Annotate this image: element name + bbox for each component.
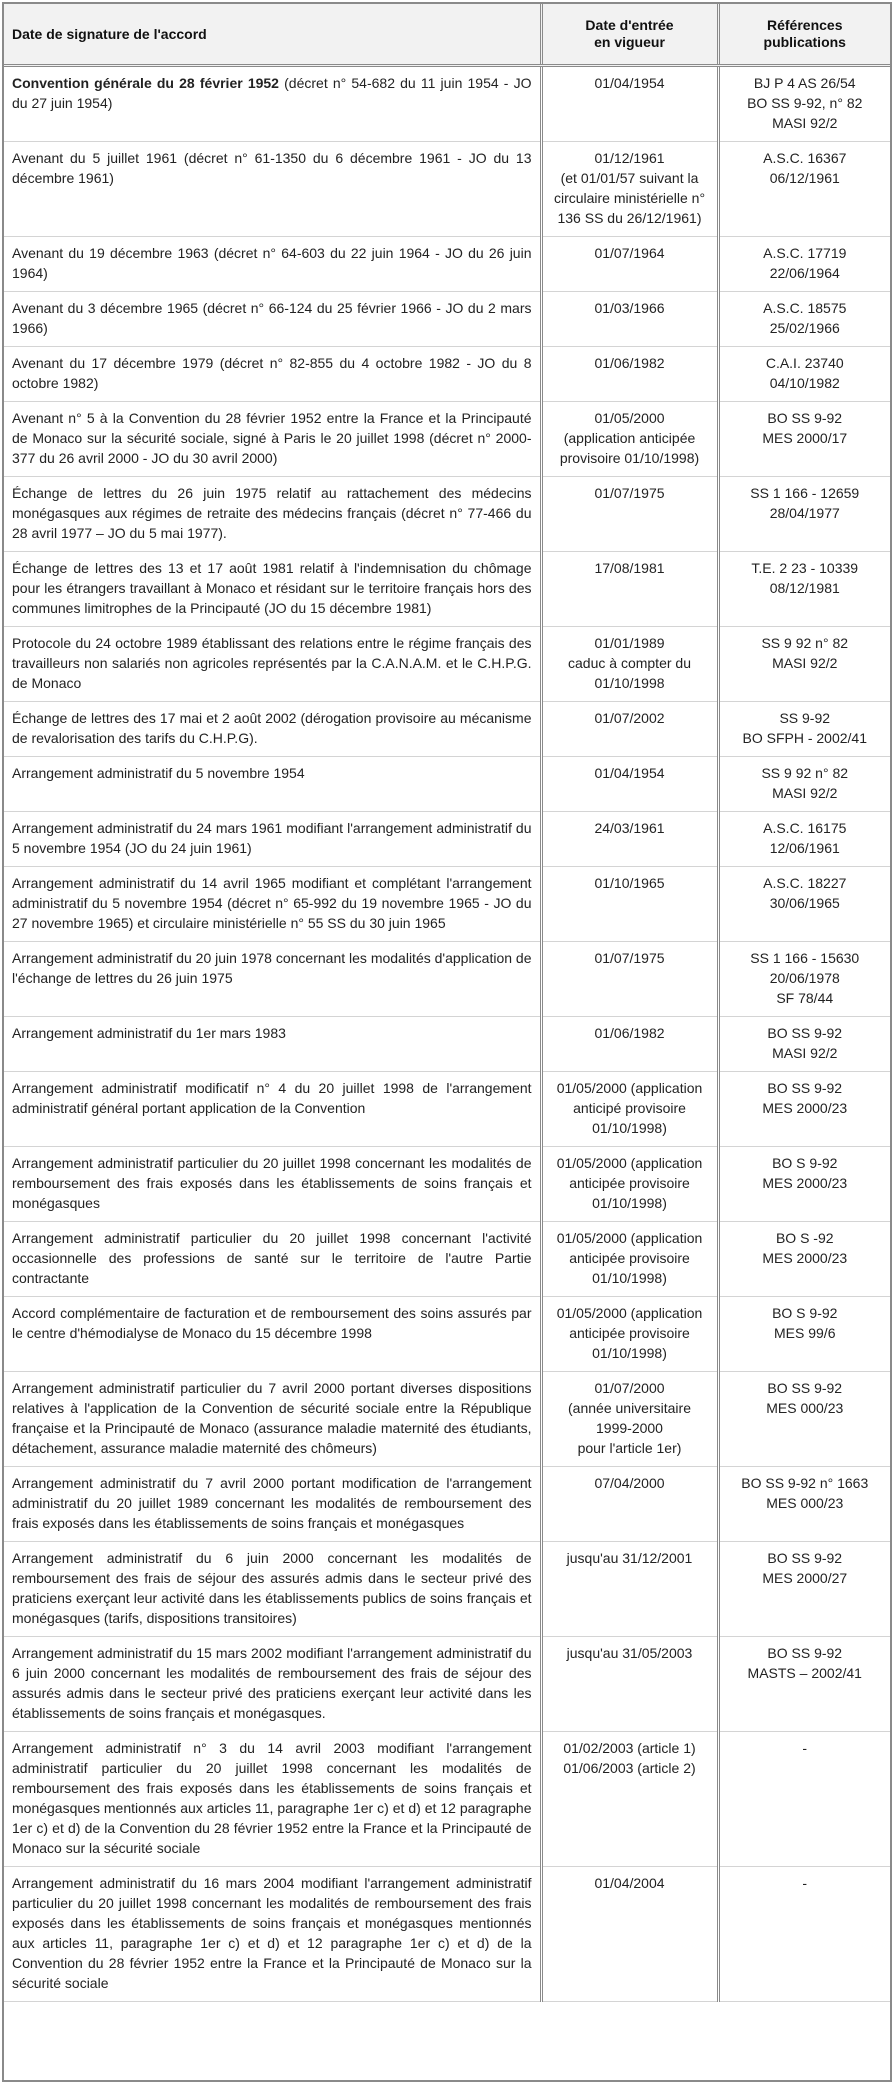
table-row <box>4 402 890 477</box>
publication-ref-cell: BJ P 4 AS 26/54 BO SS 9-92, n° 82 MASI 92/2 <box>718 66 890 142</box>
agreement-description: (décret n° 54-682 du 11 juin 1954 - JO du 27 juin 1954) <box>12 75 532 111</box>
effective-date-cell: 01/10/1965 <box>541 867 718 942</box>
agreement-description-cell <box>4 1637 541 1732</box>
publication-ref-cell: BO SS 9-92 MES 2000/23 <box>718 1072 890 1147</box>
agreement-description: Arrangement administratif du 6 juin 2000 concernant les modalités de remboursement des frais de séjour des assurés admis dans le secteur privé des praticiens exerçant leur activité dans les établissements publics de soins français et monégasques (tarifs, dispositions transitoires) <box>12 1550 532 1626</box>
publication-ref-cell: BO SS 9-92 MASTS – 2002/41 <box>718 1637 890 1732</box>
agreement-description-cell <box>4 1732 541 1867</box>
effective-date-cell: 01/12/1961 (et 01/01/57 suivant la circulaire ministérielle n° 136 SS du 26/12/1961) <box>541 142 718 237</box>
table-row <box>4 1732 890 1867</box>
table-row <box>4 292 890 347</box>
table-row <box>4 1147 890 1222</box>
table-body <box>4 66 890 2002</box>
table-row <box>4 552 890 627</box>
table-row <box>4 477 890 552</box>
table-row <box>4 1222 890 1297</box>
agreement-description: Arrangement administratif modificatif n° 4 du 20 juillet 1998 de l'arrangement administratif général portant application de la Convention <box>12 1080 532 1116</box>
agreement-description-cell <box>4 757 541 812</box>
agreement-description-cell <box>4 1467 541 1542</box>
publication-ref-cell: BO S -92 MES 2000/23 <box>718 1222 890 1297</box>
header-row <box>4 4 890 66</box>
agreement-description-cell <box>4 812 541 867</box>
effective-date-cell: jusqu'au 31/05/2003 <box>541 1637 718 1732</box>
agreement-description-cell <box>4 1372 541 1467</box>
table-row <box>4 1542 890 1637</box>
effective-date-cell: 01/01/1989 caduc à compter du 01/10/1998 <box>541 627 718 702</box>
effective-date-cell: 01/05/2000 (application anticipé provisoire 01/10/1998) <box>541 1072 718 1147</box>
table-row <box>4 1867 890 2002</box>
agreement-description-cell <box>4 627 541 702</box>
agreement-description: Échange de lettres des 17 mai et 2 août 2002 (dérogation provisoire au mécanisme de revalorisation des tarifs du C.H.P.G). <box>12 710 532 746</box>
publication-ref-cell: BO SS 9-92 MES 000/23 <box>718 1372 890 1467</box>
agreement-description: Accord complémentaire de facturation et de remboursement des soins assurés par le centre d'hémodialyse de Monaco du 15 décembre 1998 <box>12 1305 532 1341</box>
effective-date-cell: 01/05/2000 (application anticipée provisoire 01/10/1998) <box>541 1222 718 1297</box>
agreement-description-cell <box>4 402 541 477</box>
agreement-description-cell <box>4 237 541 292</box>
agreement-description-cell <box>4 1072 541 1147</box>
agreement-description: Arrangement administratif du 16 mars 2004 modifiant l'arrangement administratif particulier du 20 juillet 1998 concernant les modalités de remboursement des frais exposés dans les établissements de soins français et monégasques mentionnés aux articles 11, paragraphe 1er c) et d) et 12 paragraphe 1er c) et d) de la Convention du 28 février 1952 entre la France et la Principauté de Monaco sur la sécurité sociale <box>12 1875 532 1991</box>
agreement-description-cell <box>4 702 541 757</box>
agreement-description-cell <box>4 552 541 627</box>
publication-ref-cell: SS 9 92 n° 82 MASI 92/2 <box>718 627 890 702</box>
effective-date-cell: 01/06/1982 <box>541 347 718 402</box>
agreement-description-cell <box>4 867 541 942</box>
agreement-description-cell <box>4 477 541 552</box>
table-row <box>4 627 890 702</box>
effective-date-cell: 01/07/1975 <box>541 477 718 552</box>
agreement-description: Arrangement administratif du 15 mars 2002 modifiant l'arrangement administratif du 6 juin 2000 concernant les modalités de remboursement des frais de séjour des assurés admis dans le secteur privé des praticiens exerçant leur activité dans les établissements de soins français et monégasques. <box>12 1645 532 1721</box>
effective-date-cell: 07/04/2000 <box>541 1467 718 1542</box>
table-row <box>4 702 890 757</box>
publication-ref-cell: BO SS 9-92 MASI 92/2 <box>718 1017 890 1072</box>
agreement-description-cell <box>4 347 541 402</box>
agreement-description: Arrangement administratif particulier du 7 avril 2000 portant diverses dispositions relatives à l'application de la Convention de sécurité sociale entre la République française et la Principauté de Monaco (assurance maladie maternité des étudiants, détachement, assurance maladie maternité des chômeurs) <box>12 1380 532 1456</box>
table-row <box>4 867 890 942</box>
agreement-description: Avenant du 5 juillet 1961 (décret n° 61-1350 du 6 décembre 1961 - JO du 13 décembre 1961) <box>12 150 532 186</box>
effective-date-cell: 01/04/2004 <box>541 1867 718 2002</box>
agreement-description: Arrangement administratif particulier du 20 juillet 1998 concernant les modalités de remboursement des frais exposés dans les établissements de soins français et monégasques <box>12 1155 532 1211</box>
table-row <box>4 1467 890 1542</box>
effective-date-cell: 01/07/1964 <box>541 237 718 292</box>
agreement-description: Échange de lettres du 26 juin 1975 relatif au rattachement des médecins monégasques aux régimes de retraite des médecins français (décret n° 77-466 du 28 avril 1977 – JO du 5 mai 1977). <box>12 485 532 541</box>
publication-ref-cell: BO S 9-92 MES 2000/23 <box>718 1147 890 1222</box>
agreement-description: Échange de lettres des 13 et 17 août 1981 relatif à l'indemnisation du chômage pour les étrangers travaillant à Monaco et résidant sur le territoire français hors des communes limitrophes de la Principauté (JO du 15 décembre 1981) <box>12 560 532 616</box>
publication-ref-cell: SS 9 92 n° 82 MASI 92/2 <box>718 757 890 812</box>
publication-ref-cell: A.S.C. 16175 12/06/1961 <box>718 812 890 867</box>
table-row <box>4 942 890 1017</box>
agreement-description: Arrangement administratif du 5 novembre 1954 <box>12 765 305 781</box>
effective-date-cell: 01/05/2000 (application anticipée provisoire 01/10/1998) <box>541 1297 718 1372</box>
agreement-description: Arrangement administratif du 7 avril 2000 portant modification de l'arrangement administratif du 20 juillet 1989 concernant les modalités de remboursement des frais exposés dans les établissements de soins français et monégasques <box>12 1475 532 1531</box>
table-row <box>4 237 890 292</box>
agreement-description-cell <box>4 1867 541 2002</box>
agreement-description: Avenant du 17 décembre 1979 (décret n° 82-855 du 4 octobre 1982 - JO du 8 octobre 1982) <box>12 355 532 391</box>
publication-ref-cell: - <box>718 1867 890 2002</box>
publication-ref-cell: SS 9-92 BO SFPH - 2002/41 <box>718 702 890 757</box>
effective-date-cell: 01/04/1954 <box>541 757 718 812</box>
header-signature-date: Date de signature de l'accord <box>4 4 541 66</box>
publication-ref-cell: A.S.C. 16367 06/12/1961 <box>718 142 890 237</box>
table-row <box>4 757 890 812</box>
table-row <box>4 812 890 867</box>
agreement-description: Avenant du 3 décembre 1965 (décret n° 66-124 du 25 février 1966 - JO du 2 mars 1966) <box>12 300 532 336</box>
publication-ref-cell: C.A.I. 23740 04/10/1982 <box>718 347 890 402</box>
agreement-description-cell <box>4 66 541 142</box>
header-effective-date: Date d'entrée en vigueur <box>541 4 718 66</box>
agreement-description-cell <box>4 142 541 237</box>
effective-date-cell: 01/02/2003 (article 1) 01/06/2003 (article 2) <box>541 1732 718 1867</box>
effective-date-cell: 01/05/2000 (application anticipée provisoire 01/10/1998) <box>541 1147 718 1222</box>
agreement-description: Arrangement administratif du 20 juin 1978 concernant les modalités d'application de l'échange de lettres du 26 juin 1975 <box>12 950 532 986</box>
publication-ref-cell: BO S 9-92 MES 99/6 <box>718 1297 890 1372</box>
table-row <box>4 1637 890 1732</box>
agreement-title: Convention générale du 28 février 1952 <box>12 75 279 91</box>
publication-ref-cell: SS 1 166 - 12659 28/04/1977 <box>718 477 890 552</box>
publication-ref-cell: A.S.C. 18227 30/06/1965 <box>718 867 890 942</box>
publication-ref-cell: A.S.C. 18575 25/02/1966 <box>718 292 890 347</box>
effective-date-cell: 01/03/1966 <box>541 292 718 347</box>
publication-ref-cell: A.S.C. 17719 22/06/1964 <box>718 237 890 292</box>
agreement-description-cell <box>4 1297 541 1372</box>
agreement-description-cell <box>4 942 541 1017</box>
effective-date-cell: 01/05/2000 (application anticipée provisoire 01/10/1998) <box>541 402 718 477</box>
agreement-description: Arrangement administratif du 14 avril 1965 modifiant et complétant l'arrangement administratif du 5 novembre 1954 (décret n° 65-992 du 19 novembre 1965 - JO du 27 novembre 1965) et circulaire ministérielle n° 55 SS du 30 juin 1965 <box>12 875 532 931</box>
agreement-description: Avenant du 19 décembre 1963 (décret n° 64-603 du 22 juin 1964 - JO du 26 juin 1964) <box>12 245 532 281</box>
agreements-table <box>4 4 890 2002</box>
effective-date-cell: 01/07/2002 <box>541 702 718 757</box>
publication-ref-cell: T.E. 2 23 - 10339 08/12/1981 <box>718 552 890 627</box>
agreement-description: Arrangement administratif du 24 mars 1961 modifiant l'arrangement administratif du 5 novembre 1954 (JO du 24 juin 1961) <box>12 820 532 856</box>
table-row <box>4 347 890 402</box>
agreements-table-frame <box>2 2 892 2082</box>
publication-ref-cell: BO SS 9-92 MES 2000/27 <box>718 1542 890 1637</box>
agreement-description-cell <box>4 1542 541 1637</box>
table-row <box>4 1297 890 1372</box>
agreement-description: Arrangement administratif particulier du 20 juillet 1998 concernant l'activité occasionnelle des professions de santé sur le territoire de l'autre Partie contractante <box>12 1230 532 1286</box>
effective-date-cell: 01/07/2000 (année universitaire 1999-2000 pour l'article 1er) <box>541 1372 718 1467</box>
table-row <box>4 1372 890 1467</box>
agreement-description: Arrangement administratif n° 3 du 14 avril 2003 modifiant l'arrangement administratif particulier du 20 juillet 1998 concernant les modalités de remboursement des frais exposés dans les établissements de soins français et monégasques mentionnés aux articles 11, paragraphe 1er c) et d) et 12 paragraphe 1er c) et d) de la Convention du 28 février 1952 entre la France et la Principauté de Monaco sur la sécurité sociale <box>12 1740 532 1856</box>
agreement-description: Avenant n° 5 à la Convention du 28 février 1952 entre la France et la Principauté de Monaco sur la sécurité sociale, signé à Paris le 20 juillet 1998 (décret n° 2000-377 du 26 avril 2000 - JO du 30 avril 2000) <box>12 410 532 466</box>
agreement-description: Protocole du 24 octobre 1989 établissant des relations entre le régime français des travailleurs non salariés non agricoles représentés par la C.A.N.A.M. et le C.H.P.G. de Monaco <box>12 635 532 691</box>
agreement-description-cell <box>4 1017 541 1072</box>
effective-date-cell: 01/06/1982 <box>541 1017 718 1072</box>
agreement-description-cell <box>4 1147 541 1222</box>
table-row <box>4 142 890 237</box>
header-publication-refs: Références publications <box>718 4 890 66</box>
table-row <box>4 1072 890 1147</box>
effective-date-cell: 24/03/1961 <box>541 812 718 867</box>
publication-ref-cell: - <box>718 1732 890 1867</box>
effective-date-cell: 01/07/1975 <box>541 942 718 1017</box>
effective-date-cell: jusqu'au 31/12/2001 <box>541 1542 718 1637</box>
agreement-description-cell <box>4 1222 541 1297</box>
publication-ref-cell: BO SS 9-92 n° 1663 MES 000/23 <box>718 1467 890 1542</box>
publication-ref-cell: SS 1 166 - 15630 20/06/1978 SF 78/44 <box>718 942 890 1017</box>
agreement-description-cell <box>4 292 541 347</box>
agreement-description: Arrangement administratif du 1er mars 1983 <box>12 1025 286 1041</box>
effective-date-cell: 17/08/1981 <box>541 552 718 627</box>
publication-ref-cell: BO SS 9-92 MES 2000/17 <box>718 402 890 477</box>
table-row <box>4 1017 890 1072</box>
table-row <box>4 66 890 142</box>
effective-date-cell: 01/04/1954 <box>541 66 718 142</box>
